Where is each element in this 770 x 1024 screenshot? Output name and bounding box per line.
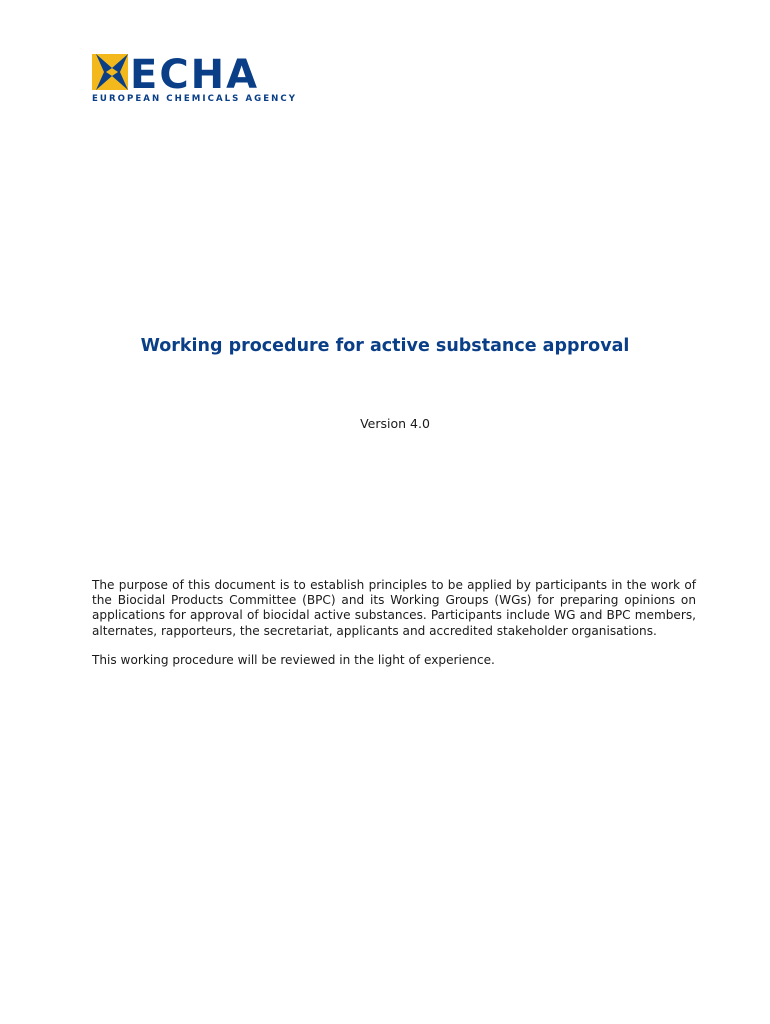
echa-logo-mark [92, 50, 306, 94]
document-body [92, 578, 696, 668]
document-version: Version 4.0 [360, 416, 430, 431]
logo-subtitle: EUROPEAN CHEMICALS AGENCY [92, 94, 298, 104]
document-title: Working procedure for active substance approval [140, 336, 630, 356]
echa-logo [92, 50, 306, 106]
purpose-paragraph: The purpose of this document is to establish principles to be applied by participants in the work of the Biocidal Products Committee (BPC) and its Working Groups (WGs) for preparing opinions on applications for approval of biocidal active substances. Participants include WG and BPC members, alternates, rapporteurs, the secretariat, applicants and accredited stakeholder organisations. [92, 578, 696, 638]
logo-word: ECHA [130, 52, 260, 94]
review-paragraph: This working procedure will be reviewed in the light of experience. [92, 652, 495, 667]
